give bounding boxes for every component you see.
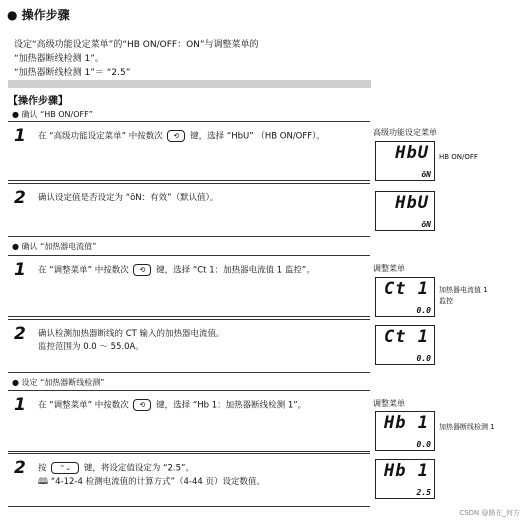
step-c1: [8, 390, 370, 452]
watermark: CSDN @路在_何方: [459, 509, 520, 517]
lcd-sub: 0.0: [416, 440, 431, 449]
step-number: 2: [14, 458, 26, 478]
lcd-display-p3: [375, 277, 435, 317]
book-icon: 🕮: [38, 476, 49, 487]
lcd-main: Hb 1: [384, 461, 429, 481]
lcd-sub: 0.0: [416, 306, 431, 315]
step-text: [38, 264, 363, 278]
ops-heading: 【操作步骤】: [8, 96, 68, 107]
section-heading-hb: ● 确认 “HB ON/OFF”: [12, 110, 93, 119]
step-a2: [8, 183, 370, 237]
panel-p3: [373, 263, 521, 274]
intro-line-1: 设定“高级功能设定菜单”的“HB ON/OFF：ON”与调整菜单的: [14, 40, 259, 50]
lcd-display-p6: [375, 459, 435, 499]
step-text: 确认设定值是否设定为 “ōN：有效”（默认值）。: [38, 193, 219, 203]
step-text-line-1: [38, 462, 363, 476]
step-number: 1: [14, 395, 26, 415]
step-text: [38, 130, 363, 144]
step-number: 1: [14, 260, 26, 280]
intro-line-3: “加热器断线检测 1”＝ “2.5”: [14, 68, 131, 78]
step-text-before: 在 “高级功能设定菜单” 中按数次: [38, 131, 163, 142]
step-text-after: 键，选择 “HbU” （HB ON/OFF）。: [190, 131, 325, 142]
lcd-display-p4: [375, 325, 435, 365]
page-title: ● 操作步骤: [7, 8, 70, 22]
intro-line-2: “加热器断线检测 1”。: [14, 54, 104, 64]
mode-key-icon: ⟲: [167, 130, 185, 142]
step-b2: [8, 319, 370, 373]
step-text-line-1: 确认检测加热器断线的 CT 输入的加热器电流值。: [38, 329, 225, 339]
up-down-key-icon: ⌃⌄: [51, 462, 79, 474]
lcd-display-p2: [375, 191, 435, 231]
mode-key-icon: ⟲: [133, 399, 151, 411]
lcd-main: HbU: [395, 193, 429, 213]
lcd-side-label: 加热器断线检测 1: [439, 423, 495, 431]
step-text-before: 在 “调整菜单” 中按数次: [38, 265, 129, 276]
reference-link[interactable]: “4-12-4 检测电流值的计算方式”（4-44 页）设定数值。: [50, 476, 266, 487]
step-text: [38, 462, 363, 489]
panel-p5: [373, 398, 521, 409]
step-number: 2: [14, 188, 26, 208]
lcd-side-line-2: 监控: [439, 297, 453, 305]
step-text-before: 在 “调整菜单” 中按数次: [38, 400, 129, 411]
lcd-side-line-1: 加热器电流值 1: [439, 286, 488, 294]
panel-label: 调整菜单: [373, 264, 405, 273]
lcd-main: Hb 1: [384, 413, 429, 433]
lcd-sub: ōN: [421, 220, 431, 229]
step-c2: [8, 453, 370, 507]
step-text-after: 键，将设定值设定为 “2.5”。: [83, 463, 194, 474]
lcd-side-label: HB ON/OFF: [439, 153, 478, 161]
step-text-after: 键，选择 “Ct 1：加热器电流值 1 监控”。: [156, 265, 315, 276]
mode-key-icon: ⟲: [133, 264, 151, 276]
step-number: 2: [14, 324, 26, 344]
lcd-sub: ōN: [421, 170, 431, 179]
panel-label: 高级功能设定菜单: [373, 128, 437, 137]
step-number: 1: [14, 126, 26, 146]
step-text: [38, 328, 363, 354]
step-text-line-2: [38, 476, 363, 489]
panel-p1: [373, 127, 521, 138]
section-heading-current: ● 确认 “加热器电流值”: [12, 242, 97, 251]
step-text-line-2: 监控范围为 0.0 ～ 55.0A。: [38, 342, 144, 352]
lcd-main: Ct 1: [384, 327, 429, 347]
lcd-display-p1: [375, 141, 435, 181]
divider-bar: [8, 80, 371, 88]
intro-text: [14, 38, 259, 80]
lcd-sub: 0.0: [416, 354, 431, 363]
lcd-main: Ct 1: [384, 279, 429, 299]
lcd-side-label: [439, 285, 488, 307]
step-text-before: 按: [38, 463, 47, 474]
lcd-main: HbU: [395, 143, 429, 163]
lcd-display-p5: [375, 411, 435, 451]
section-heading-break: ● 设定 “加热器断线检测”: [12, 378, 105, 387]
step-text-after: 键，选择 “Hb 1：加热器断线检测 1”。: [156, 400, 307, 411]
step-text: [38, 399, 363, 413]
step-b1: [8, 255, 370, 317]
step-a1: [8, 121, 370, 181]
panel-label: 调整菜单: [373, 399, 405, 408]
lcd-sub: 2.5: [416, 488, 431, 497]
